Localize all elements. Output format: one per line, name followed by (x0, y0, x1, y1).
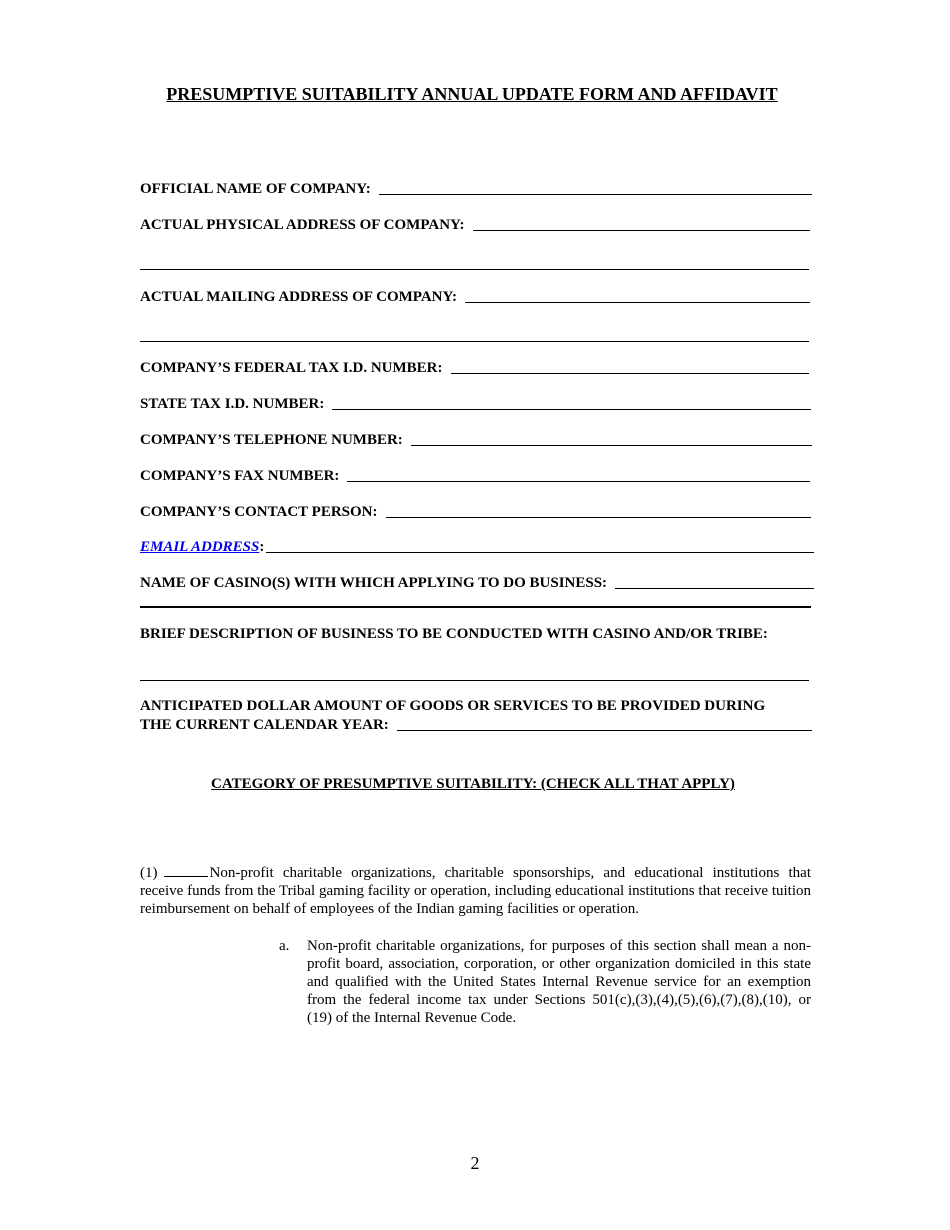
state-tax-id-input-line[interactable] (332, 408, 811, 410)
business-description-label: BRIEF DESCRIPTION OF BUSINESS TO BE CONDUCTED WITH CASINO AND/OR TRIBE: (140, 626, 768, 642)
business-description-input-line[interactable] (140, 680, 809, 681)
mailing-address-label: ACTUAL MAILING ADDRESS OF COMPANY: (140, 289, 457, 305)
fax-field[interactable] (140, 465, 810, 485)
telephone-field[interactable] (140, 429, 812, 449)
email-input-line[interactable] (266, 551, 814, 553)
official-name-input-line[interactable] (379, 193, 812, 195)
anticipated-amount-label-line2: THE CURRENT CALENDAR YEAR: (140, 717, 389, 733)
federal-tax-id-field[interactable] (140, 357, 809, 377)
state-tax-id-field[interactable] (140, 393, 811, 413)
casinos-field[interactable] (140, 572, 814, 592)
federal-tax-id-label: COMPANY’S FEDERAL TAX I.D. NUMBER: (140, 360, 443, 376)
contact-person-input-line[interactable] (386, 516, 811, 518)
category-item-1-check-blank[interactable] (164, 864, 208, 877)
anticipated-amount-input-line[interactable] (397, 729, 812, 731)
federal-tax-id-input-line[interactable] (451, 372, 809, 374)
casinos-continuation-line[interactable] (140, 606, 811, 608)
category-item-1-text: Non-profit charitable organizations, charitable sponsorships, and educational institutions that receive funds from the Tribal gaming facility or operation, including educational institutions that receive tuition reimbursement on behalf of employees of the Indian gaming facilities or operation. (140, 865, 811, 917)
mailing-address-continuation-line[interactable] (140, 341, 809, 342)
email-field[interactable] (140, 536, 814, 556)
category-heading: CATEGORY OF PRESUMPTIVE SUITABILITY: (CHECK ALL THAT APPLY) (211, 776, 735, 792)
anticipated-amount-label-line1: ANTICIPATED DOLLAR AMOUNT OF GOODS OR SERVICES TO BE PROVIDED DURING (140, 698, 766, 714)
physical-address-input-line[interactable] (473, 229, 811, 231)
contact-person-label: COMPANY’S CONTACT PERSON: (140, 504, 378, 520)
form-title: PRESUMPTIVE SUITABILITY ANNUAL UPDATE FORM AND AFFIDAVIT (166, 84, 778, 104)
email-address-link[interactable]: EMAIL ADDRESS (140, 539, 260, 555)
mailing-address-field[interactable] (140, 286, 810, 306)
category-item-1-subitem-a (279, 937, 811, 1027)
anticipated-amount-field[interactable] (140, 714, 812, 734)
fax-input-line[interactable] (347, 480, 810, 482)
email-colon: : (259, 539, 265, 555)
official-name-label: OFFICIAL NAME OF COMPANY: (140, 181, 371, 197)
state-tax-id-label: STATE TAX I.D. NUMBER: (140, 396, 325, 412)
mailing-address-input-line[interactable] (465, 301, 810, 303)
telephone-label: COMPANY’S TELEPHONE NUMBER: (140, 432, 403, 448)
casinos-input-line[interactable] (615, 587, 814, 589)
contact-person-field[interactable] (140, 501, 811, 521)
page-number: 2 (470, 1153, 480, 1173)
telephone-input-line[interactable] (411, 444, 812, 446)
official-name-field[interactable] (140, 178, 812, 198)
fax-label: COMPANY’S FAX NUMBER: (140, 468, 340, 484)
category-item-1 (140, 864, 811, 918)
physical-address-label: ACTUAL PHYSICAL ADDRESS OF COMPANY: (140, 217, 465, 233)
subitem-a-marker: a. (279, 938, 290, 954)
physical-address-continuation-line[interactable] (140, 269, 809, 270)
category-item-1-number: (1) (140, 865, 158, 881)
casinos-label: NAME OF CASINO(S) WITH WHICH APPLYING TO DO BUSINESS: (140, 575, 608, 591)
subitem-a-text: Non-profit charitable organizations, for purposes of this section shall mean a non-profit board, association, corporation, or other organization domiciled in this state and qualified with the United States Internal Revenue service for an exemption from the federal income tax under Sections 501(c),(3),(4),(5),(6),(7),(8),(10), or (19) of the Internal Revenue Code. (307, 938, 811, 1026)
physical-address-field[interactable] (140, 214, 810, 234)
